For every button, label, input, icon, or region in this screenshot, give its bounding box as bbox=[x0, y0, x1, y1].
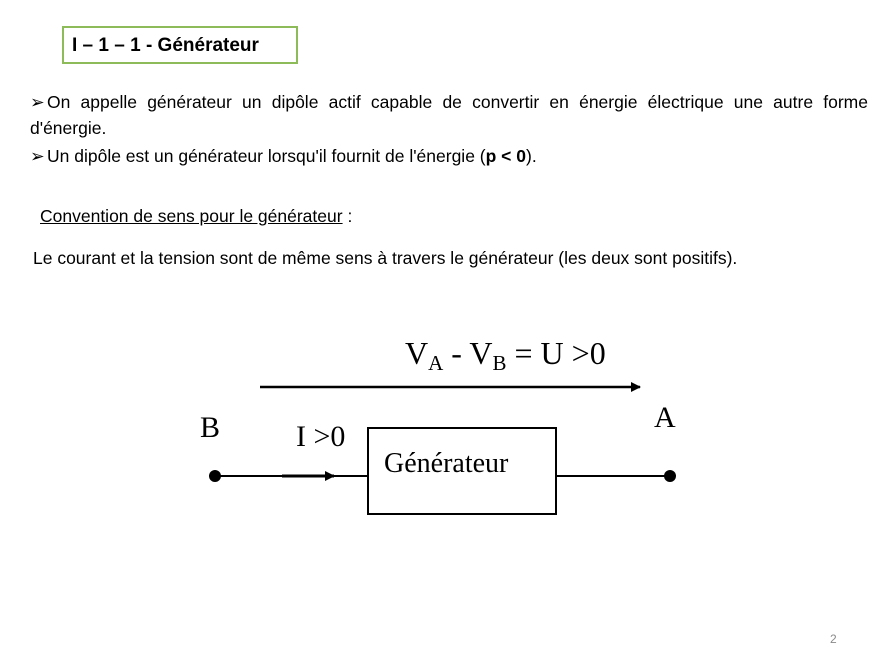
arrow-bullet-icon: ➢ bbox=[30, 92, 45, 112]
convention-explanation: Le courant et la tension sont de même sens à travers le générateur (les deux sont positifs). bbox=[33, 248, 738, 268]
terminal-b-label: B bbox=[200, 411, 221, 444]
terminal-a-dot bbox=[664, 470, 676, 482]
current-label: I >0 bbox=[296, 420, 346, 453]
bullet-text-2-start: Un dipôle est un générateur lorsqu'il fournit de l'énergie ( bbox=[47, 146, 486, 166]
convention-suffix: : bbox=[342, 206, 353, 226]
arrow-bullet-icon: ➢ bbox=[30, 146, 45, 166]
voltage-label: VA - VB = U >0 bbox=[405, 335, 606, 375]
generator-label: Générateur bbox=[384, 448, 509, 479]
terminal-b-dot bbox=[209, 470, 221, 482]
bullet-text-1: On appelle générateur un dipôle actif capable de convertir en énergie électrique une autre forme d'énergie. bbox=[30, 92, 868, 138]
page-number: 2 bbox=[830, 632, 837, 646]
section-title-text: I – 1 – 1 - Générateur bbox=[72, 35, 259, 56]
power-condition: p < 0 bbox=[485, 146, 526, 166]
bullet-text-2-end: ). bbox=[526, 146, 537, 166]
terminal-a-label: A bbox=[654, 401, 676, 434]
convention-label: Convention de sens pour le générateur bbox=[40, 206, 343, 226]
